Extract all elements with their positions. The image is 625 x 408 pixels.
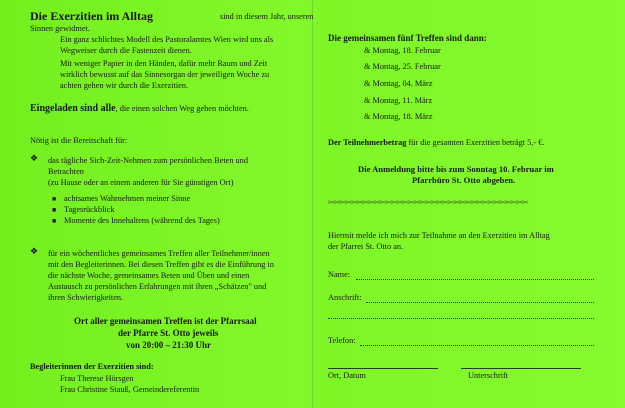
phone-field[interactable] [360, 345, 594, 346]
square-bullet-icon: ■ [52, 206, 57, 214]
bullet-line: Austausch zu persönlichen Erfahrungen mit ihren „Schätzen" und [48, 282, 267, 291]
guides-title: Begleiterinnen der Exerzitien sind: [30, 362, 154, 371]
place-line: der Pfarre St. Otto jeweils [118, 328, 219, 338]
place-line: Ort aller gemeinsamen Treffen ist der Pfarrsaal [74, 316, 257, 326]
date-item: & Montag, 18. Februar [364, 46, 441, 55]
name-label: Name: [328, 270, 351, 279]
bullet-line: mit den Begleiterinnen. Bei diesen Treffen gibt es die Einführung in [48, 260, 274, 269]
signature-field[interactable] [461, 368, 581, 369]
address-field[interactable] [366, 302, 594, 303]
place-line: von 20:00 – 21:30 Uhr [126, 340, 211, 350]
signup-line: der Pfarrei St. Otto an. [328, 242, 404, 251]
bullet-line: Betrachten [48, 167, 84, 176]
signature-label: Unterschrift [468, 371, 509, 380]
date-item: & Montag, 18. März [364, 112, 433, 121]
square-bullet-icon: ■ [52, 217, 57, 225]
intro-line: Ein ganz schlichtes Modell des Pastoralamtes Wien wird uns als [60, 35, 274, 44]
title-rest: sind in diesem Jahr, unseren [220, 12, 314, 21]
bullet-line: (zu Hause oder an einem anderen für Sie günstigen Ort) [48, 178, 234, 187]
fee-rest: für die gesamten Exerzitien beträgt 5,- €. [406, 138, 545, 147]
fee-bold: Der Teilnehmerbetrag [328, 138, 407, 147]
bullet-line: die nächste Woche, gemeinsames Beten und Üben und einen [48, 271, 250, 280]
bullet-line: ihren Schwierigkeiten. [48, 293, 124, 302]
invite-rest: , die einen solchen Weg gehen möchten. [115, 104, 249, 113]
bullet-icon: ❖ [30, 246, 39, 256]
invite-line [30, 104, 249, 114]
intro-line: Wegweiser durch die Fastenzeit dienen. [60, 46, 192, 55]
guide-name: Frau Therese Hörsgen [60, 374, 134, 383]
guide-name: Frau Christine Stauß, Gemeindereferentin [60, 385, 200, 394]
title: Die Exerzitien im Alltag [30, 9, 153, 23]
bullet-icon: ❖ [30, 153, 39, 163]
sub-item: Momente des Innehaltens (während des Tages) [64, 216, 220, 225]
square-bullet-icon: ■ [52, 195, 57, 203]
address-label: Anschrift: [328, 293, 362, 302]
para-line: achten gehen wir durch die Exerzitien. [60, 81, 189, 90]
address-field-line2[interactable] [328, 318, 594, 319]
date-item: & Montag, 11. März [364, 96, 433, 105]
intro-line: Sinnen gewidmet. [30, 24, 90, 33]
signup-line: Hiermit melde ich mich zur Teilnahme an den Exerzitien im Alltag [328, 231, 550, 240]
para-line: wirklich bewusst auf das Sinnesorgan der jeweiligen Woche zu [60, 70, 270, 79]
sub-item: Tagesrückblick [64, 205, 115, 214]
para-line: Mit weniger Papier in den Händen, dafür mehr Raum und Zeit [60, 59, 268, 68]
registration-line: Die Anmeldung bitte bis zum Sonntag 10. Februar im [358, 164, 554, 174]
date-item: & Montag, 25. Februar [364, 62, 441, 71]
date-item: & Montag, 04. März [364, 79, 433, 88]
bullet-line: für ein wöchentliches gemeinsames Treffen aller Teilnehmer/innen [48, 249, 270, 258]
bullet-line: das tägliche Sich-Zeit-Nehmen zum persönlichen Beten und [48, 156, 248, 165]
dates-title: Die gemeinsamen fünf Treffen sind dann: [328, 33, 487, 43]
need-line: Nötig ist die Bereitschaft für: [30, 136, 128, 145]
registration-line: Pfarrbüro St. Otto abgeben. [412, 175, 516, 185]
place-date-field[interactable] [328, 368, 438, 369]
sub-item: achtsames Wahrnehmen meiner Sinne [64, 194, 191, 203]
fee-line [328, 138, 544, 148]
place-date-label: Ort, Datum [328, 371, 366, 380]
name-field[interactable] [356, 279, 594, 280]
phone-label: Telefon: [328, 336, 356, 345]
scissors-divider-icon: ✂✂✂✂✂✂✂✂✂✂✂✂✂✂✂✂✂✂✂✂✂✂✂✂✂✂✂✂✂✂✂✂✂✂✂ [328, 198, 528, 207]
invite-bold: Eingeladen sind alle [30, 103, 116, 114]
fold-line [312, 0, 313, 408]
